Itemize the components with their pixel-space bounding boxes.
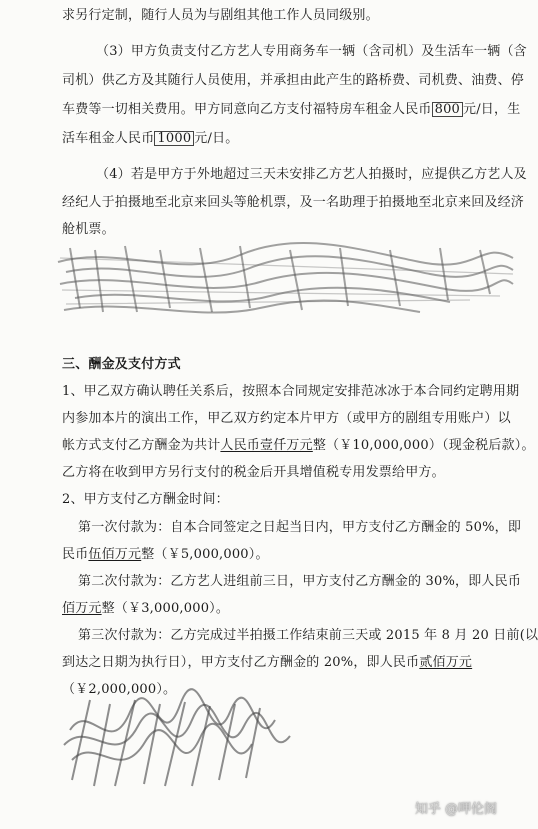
text-line	[62, 547, 269, 563]
text-line: 内参加本片的演出工作，甲乙双方约定本片甲方（或甲方的剧组专用账户）以	[62, 411, 511, 426]
text-fragment: 车费等一切相关费用。甲方同意向乙方支付福特房车租金人民币	[62, 102, 432, 117]
boxed-amount: 1000	[154, 131, 194, 146]
text-line: （4）若是甲方于外地超过三天未安排乙方艺人拍摄时，应提供乙方艺人及	[96, 167, 527, 182]
text-line: 第二次付款为：乙方艺人进组前三日，甲方支付乙方酬金的 30%，即人民币	[78, 574, 522, 589]
underlined-amount: 贰佰万元	[419, 655, 473, 670]
text-line: 第三次付款为：乙方完成过半拍摄工作结束前三天或 2015 年 8 月 20 日前(以	[78, 628, 538, 643]
underlined-amount: 人民币壹仟万元	[220, 438, 313, 453]
text-line: 求另行定制，随行人员为与剧组其他工作人员同级别。	[62, 8, 379, 23]
text-line: （3）甲方负责支付乙方艺人专用商务车一辆（含司机）及生活车一辆（含	[96, 44, 527, 59]
text-line: 第一次付款为：自本合同签定之日起当日内，甲方支付乙方酬金的 50%，即	[78, 520, 522, 535]
text-line: 舱机票。	[62, 222, 115, 237]
text-line: 经纪人于拍摄地至北京来回头等舱机票，及一名助理于拍摄地至北京来回及经济	[62, 195, 525, 210]
text-line	[62, 438, 535, 454]
text-line: （￥2,000,000）。	[62, 682, 177, 697]
text-fragment: 整（￥10,000,000）（现金税后款）。	[312, 438, 535, 453]
text-line: 司机）供乙方及其随行人员使用，并承担由此产生的路桥费、司机费、油费、停	[62, 73, 525, 88]
text-fragment: 帐方式支付乙方酬金为共计	[62, 438, 221, 453]
text-line	[62, 655, 472, 671]
text-fragment: 民币	[62, 547, 89, 562]
text-line: 乙方将在收到甲方另行支付的税金后开具增值税专用发票给甲方。	[62, 465, 445, 480]
text-line	[62, 601, 229, 617]
text-fragment: 元/日，生	[463, 102, 521, 117]
text-line: 2、甲方支付乙方酬金时间：	[62, 492, 229, 507]
boxed-amount: 800	[432, 102, 463, 117]
underlined-amount: 伍佰万元	[88, 547, 142, 562]
underlined-amount: 佰万元	[62, 601, 102, 616]
section-heading: 三、酬金及支付方式	[62, 357, 181, 372]
text-fragment: 活车租金人民币	[62, 131, 155, 146]
text-line: 1、甲乙双方确认聘任关系后，按照本合同规定安排范冰冰于本合同约定聘用期	[62, 384, 520, 399]
text-line	[62, 131, 238, 147]
text-fragment: 整（￥3,000,000）。	[101, 601, 230, 616]
text-line	[62, 102, 520, 118]
zhihu-watermark: 知乎 @呷伦阁	[414, 802, 497, 817]
text-fragment: 元/日。	[194, 131, 239, 146]
text-fragment: 到达之日期为执行日），甲方支付乙方酬金的 20%，即人民币	[62, 655, 420, 670]
text-fragment: 整（￥5,000,000）。	[141, 547, 269, 562]
